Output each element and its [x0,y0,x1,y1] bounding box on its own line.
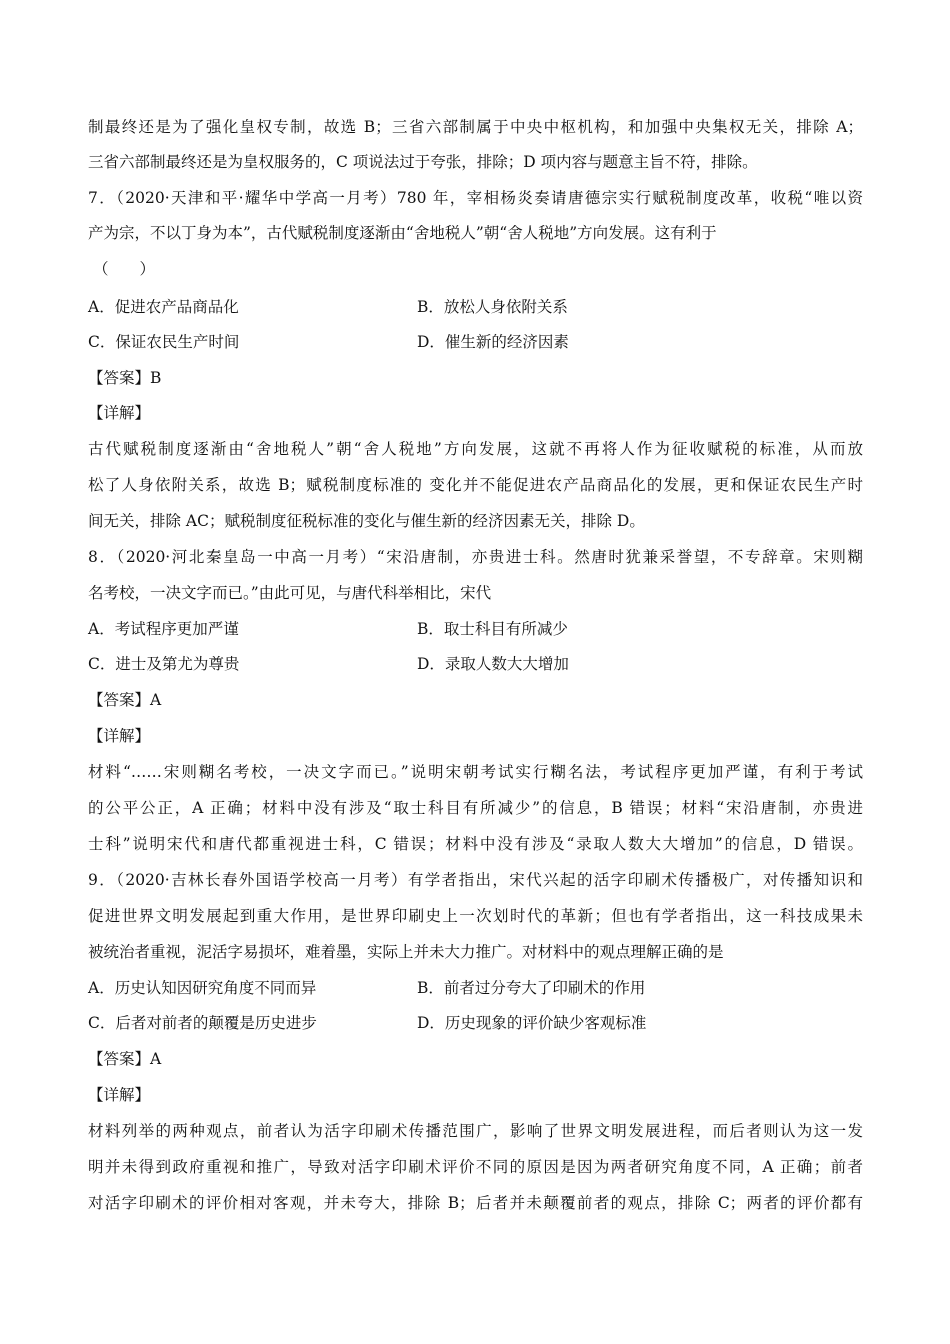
q7-detail-line-1: 古代赋税制度逐渐由“舍地税人”朝“舍人税地”方向发展，这就不再将人作为征收赋税的标准，从而放 [88,440,863,458]
intro-line-2: 三省六部制最终还是为皇权服务的，C 项说法过于夸张，排除；D 项内容与题意主旨不符，排除。 [88,153,758,171]
q7-option-d: D．催生新的经济因素 [417,333,569,351]
q9-stem-line-1: 9．（2020·吉林长春外国语学校高一月考）有学者指出，宋代兴起的活字印刷术传播极广，对传播知识和 [88,871,863,889]
q7-option-a: A．促进农产品商品化 [88,298,239,316]
q8-option-b: B．取士科目有所减少 [417,620,568,638]
q9-detail-label: 【详解】 [88,1086,151,1104]
intro-line-1: 制最终还是为了强化皇权专制，故选 B；三省六部制属于中央中枢机构，和加强中央集权无关，排除 A； [88,118,863,136]
q8-detail-line-3: 士科”说明宋代和唐代都重视进士科，C 错误；材料中没有涉及“录取人数大大增加”的信息，D 错误。 [88,835,863,853]
q7-stem-line-1: 7．（2020·天津和平·耀华中学高一月考）780 年，宰相杨炎奏请唐德宗实行赋税制度改革，收税“唯以资 [88,189,863,207]
q9-stem-line-2: 促进世界文明发展起到重大作用，是世界印刷史上一次划时代的革新；但也有学者指出，这一科技成果未 [88,907,863,925]
q7-detail-line-2: 松了人身依附关系，故选 B；赋税制度标准的 变化并不能促进农产品商品化的发展，更和保证农民生产时 [88,476,863,494]
q9-option-a: A．历史认知因研究角度不同而异 [88,979,317,997]
q7-stem-line-3: （ ） [93,260,156,278]
q7-option-c: C．保证农民生产时间 [88,333,240,351]
q9-option-d: D．历史现象的评价缺少客观标准 [417,1014,647,1032]
q7-answer: 【答案】B [88,369,162,387]
q7-option-b: B．放松人身依附关系 [417,298,568,316]
q8-option-d: D．录取人数大大增加 [417,655,569,673]
q8-stem-line-2: 名考校，一决文字而已。”由此可见，与唐代科举相比，宋代 [88,584,492,602]
q9-answer: 【答案】A [88,1050,162,1068]
q9-option-b: B．前者过分夸大了印刷术的作用 [417,979,646,997]
q9-option-c: C．后者对前者的颠覆是历史进步 [88,1014,317,1032]
q8-answer: 【答案】A [88,691,162,709]
q8-option-a: A．考试程序更加严谨 [88,620,239,638]
q7-stem-line-2: 产为宗，不以丁身为本”，古代赋税制度逐渐由“舍地税人”朝“舍人税地”方向发展。这有利于 [88,224,717,242]
q9-detail-line-2: 明并未得到政府重视和推广，导致对活字印刷术评价不同的原因是因为两者研究角度不同，A 正确；前者 [88,1158,863,1176]
q8-detail-label: 【详解】 [88,727,151,745]
q9-detail-line-3: 对活字印刷术的评价相对客观，并未夸大，排除 B；后者并未颠覆前者的观点，排除 C；两者的评价都有 [88,1194,863,1212]
q8-stem-line-1: 8．（2020·河北秦皇岛一中高一月考）“宋沿唐制，亦贵进士科。然唐时犹兼采誉望，不专辞章。宋则糊 [88,548,863,566]
q7-detail-line-3: 间无关，排除 AC；赋税制度征税标准的变化与催生新的经济因素无关，排除 D。 [88,512,645,530]
q8-option-c: C．进士及第尤为尊贵 [88,655,240,673]
q7-detail-label: 【详解】 [88,404,151,422]
q9-stem-line-3: 被统治者重视，泥活字易损坏，难着墨，实际上并未大力推广。对材料中的观点理解正确的是 [88,943,724,961]
q9-detail-line-1: 材料列举的两种观点，前者认为活字印刷术传播范围广，影响了世界文明发展进程，而后者则认为这一发 [88,1122,863,1140]
q8-detail-line-1: 材料“……宋则糊名考校，一决文字而已。”说明宋朝考试实行糊名法，考试程序更加严谨，有利于考试 [88,763,863,781]
q8-detail-line-2: 的公平公正，A 正确；材料中没有涉及“取士科目有所减少”的信息，B 错误；材料“宋沿唐制，亦贵进 [88,799,863,817]
